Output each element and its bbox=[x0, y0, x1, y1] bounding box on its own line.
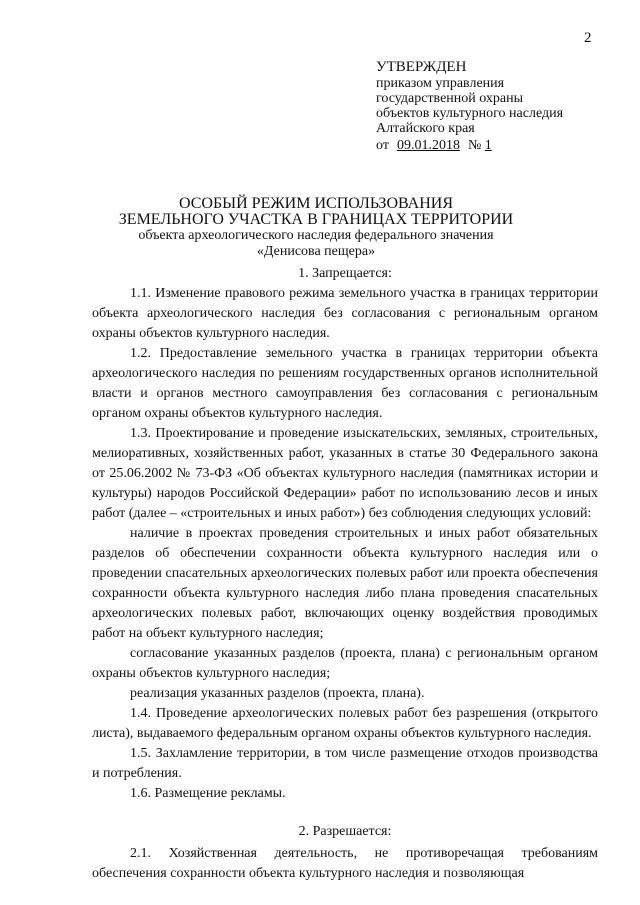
approval-line: Алтайского края bbox=[376, 121, 475, 136]
title-line-4: «Денисова пещера» bbox=[256, 244, 376, 259]
paragraph: 1.6. Размещение рекламы. bbox=[130, 786, 286, 801]
paragraph: 2.1. Хозяйственная деятельность, не противоречащая требованиям обеспечения сохранности объекта культурного наследия и позволяющая bbox=[92, 846, 598, 881]
section-heading: 2. Разрешается: bbox=[298, 824, 392, 839]
title-line-1: ОСОБЫЙ РЕЖИМ ИСПОЛЬЗОВАНИЯ bbox=[179, 195, 453, 212]
number-prefix: № bbox=[467, 138, 482, 153]
paragraph: 1.3. Проектирование и проведение изыскательских, земляных, строительных, мелиоративных, хозяйственных работ, указанных в статье 30 Федерального закона от 25.06.2002 № 73-ФЗ «Об объектах культурного наследия (памятниках истории и культуры) народов Российской Федерации» работ по использованию лесов и иных работ (далее – «строительных и иных работ») без соблюдения следующих условий: bbox=[92, 426, 598, 521]
approval-stamp bbox=[376, 58, 626, 153]
paragraph: согласование указанных разделов (проекта, плана) с региональным органом охраны объектов культурного наследия; bbox=[92, 646, 598, 681]
date-prefix: от bbox=[376, 138, 389, 153]
title-line-3: объекта археологического наследия федерального значения bbox=[138, 228, 494, 243]
approval-line: приказом управления bbox=[376, 76, 505, 91]
approval-line: государственной охраны bbox=[376, 91, 524, 106]
paragraph: наличие в проектах проведения строительных и иных работ обязательных разделов об обеспечении сохранности объекта культурного наследия или о проведении спасательных археологических полевых работ или проекта обеспечения сохранности объекта культурного наследия либо плана проведения спасательных археологических полевых работ, включающих оценку воздействия проводимых работ на объект культурного наследия; bbox=[92, 526, 598, 641]
paragraph: 1.5. Захламление территории, в том числе размещение отходов производства и потребления. bbox=[92, 746, 598, 781]
approval-title: УТВЕРЖДЕН bbox=[376, 59, 467, 75]
paragraph: 1.1. Изменение правового режима земельного участка в границах территории объекта археологического наследия без согласования с региональным органом охраны объектов культурного наследия. bbox=[92, 286, 598, 341]
document-body bbox=[92, 264, 598, 884]
decree-date-line bbox=[376, 138, 626, 153]
paragraph: 1.4. Проведение археологических полевых работ без разрешения (открытого листа), выдаваемого федеральным органом охраны объектов культурного наследия. bbox=[92, 706, 598, 741]
decree-date: 09.01.2018 bbox=[396, 138, 460, 153]
paragraph: реализация указанных разделов (проекта, плана). bbox=[130, 686, 425, 701]
document-title bbox=[84, 196, 548, 260]
section-heading: 1. Запрещается: bbox=[298, 266, 392, 281]
decree-number: 1 bbox=[484, 138, 492, 153]
page-number: 2 bbox=[584, 30, 592, 46]
title-line-2: ЗЕМЕЛЬНОГО УЧАСТКА В ГРАНИЦАХ ТЕРРИТОРИИ bbox=[118, 211, 514, 228]
approval-line: объектов культурного наследия bbox=[376, 106, 564, 121]
paragraph: 1.2. Предоставление земельного участка в границах территории объекта археологического наследия по решениям государственных органов исполнительной власти и органов местного самоуправления без согласования с региональным органом охраны объектов культурного наследия. bbox=[92, 346, 598, 421]
